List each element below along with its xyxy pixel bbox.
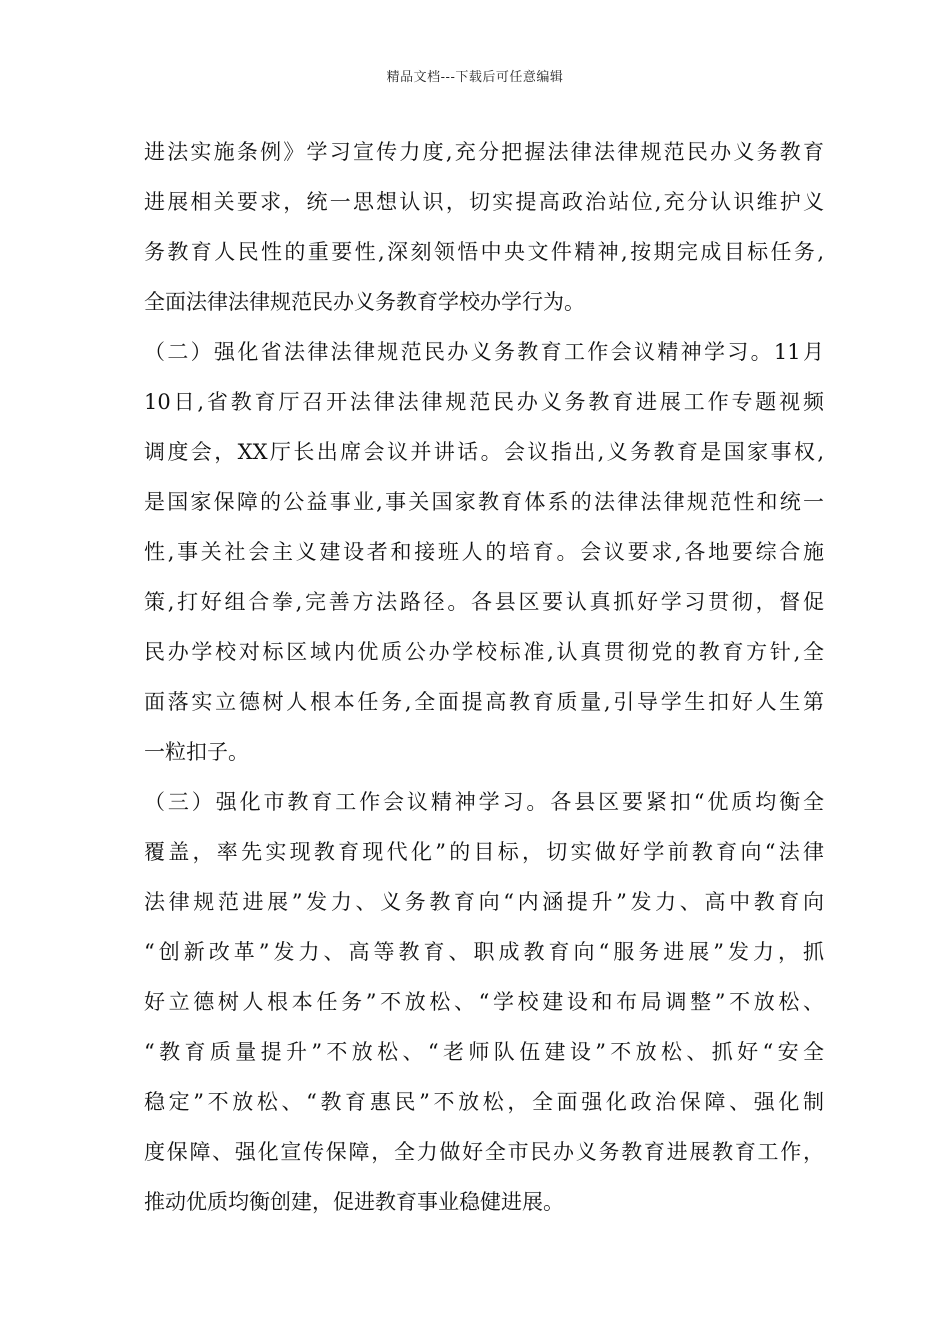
text-line: 调度会，XX厅长出席会议并讲话。会议指出,义务教育是国家事权, xyxy=(144,440,824,464)
text-line: 全面法律法律规范民办义务教育学校办学行为。 xyxy=(144,290,585,314)
text-line: 民办学校对标区域内优质公办学校标准,认真贯彻党的教育方针,全 xyxy=(144,640,824,664)
text-line: 性,事关社会主义建设者和接班人的培育。会议要求,各地要综合施 xyxy=(144,540,824,564)
text-line: 策,打好组合拳,完善方法路径。各县区要认真抓好学习贯彻，督促 xyxy=(144,590,824,614)
text-line: 进展相关要求，统一思想认识，切实提高政治站位,充分认识维护义 xyxy=(144,190,824,214)
text-line: （三）强化市教育工作会议精神学习。各县区要紧扣“优质均衡全 xyxy=(144,790,824,814)
text-line: 一粒扣子。 xyxy=(144,740,249,764)
text-line: 务教育人民性的重要性,深刻领悟中央文件精神,按期完成目标任务, xyxy=(144,240,824,264)
text-line: 是国家保障的公益事业,事关国家教育体系的法律法律规范性和统一 xyxy=(144,490,824,514)
page-header: 精品文档---下载后可任意编辑 xyxy=(386,70,564,85)
text-line: 面落实立德树人根本任务,全面提高教育质量,引导学生扣好人生第 xyxy=(144,690,824,714)
text-line: 10日,省教育厅召开法律法律规范民办义务教育进展工作专题视频 xyxy=(144,390,824,414)
text-line: 推动优质均衡创建，促进教育事业稳健进展。 xyxy=(144,1190,564,1214)
text-line: 度保障、强化宣传保障，全力做好全市民办义务教育进展教育工作， xyxy=(144,1140,824,1164)
text-line: “教育质量提升”不放松、“老师队伍建设”不放松、抓好“安全 xyxy=(144,1040,824,1064)
document-body xyxy=(144,127,824,1227)
text-line: （二）强化省法律法律规范民办义务教育工作会议精神学习。11月 xyxy=(144,340,824,364)
text-line: 法律规范进展”发力、义务教育向“内涵提升”发力、高中教育向 xyxy=(144,890,824,914)
text-line: 好立德树人根本任务”不放松、“学校建设和布局调整”不放松、 xyxy=(144,990,824,1014)
text-line: “创新改革”发力、高等教育、职成教育向“服务进展”发力，抓 xyxy=(144,940,824,964)
text-line: 进法实施条例》学习宣传力度,充分把握法律法律规范民办义务教育 xyxy=(144,140,824,164)
text-line: 稳定”不放松、“教育惠民”不放松，全面强化政治保障、强化制 xyxy=(144,1090,824,1114)
text-line: 覆盖，率先实现教育现代化”的目标，切实做好学前教育向“法律 xyxy=(144,840,824,864)
